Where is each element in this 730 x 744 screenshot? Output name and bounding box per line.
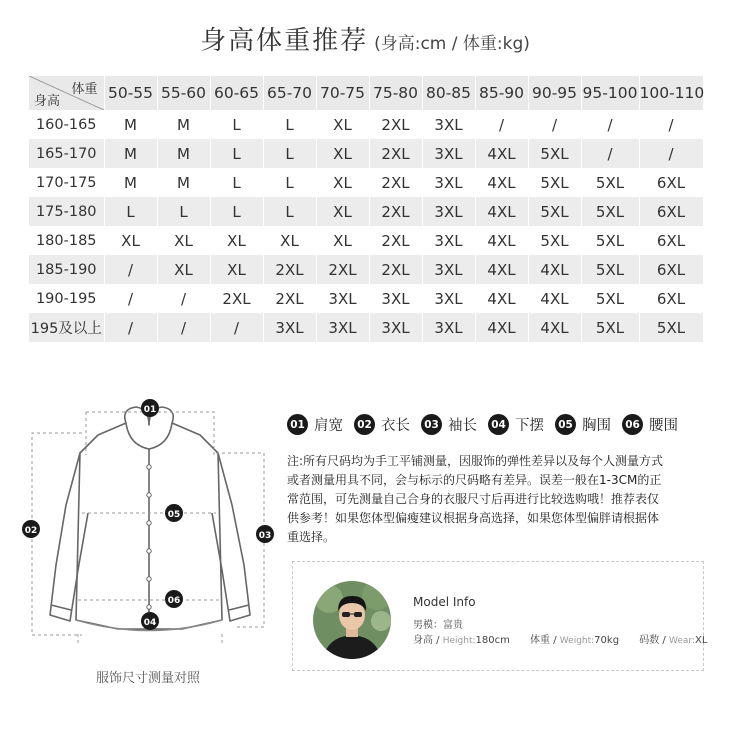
legend-num-05: 05	[555, 414, 576, 435]
size-cell: XL	[316, 197, 369, 226]
size-cell: 5XL	[528, 197, 581, 226]
model-weight-value: 70kg	[594, 635, 620, 646]
table-header-row	[29, 76, 703, 110]
shirt-diagram	[18, 395, 280, 645]
size-cell: L	[263, 139, 316, 168]
marker-03	[256, 525, 274, 543]
size-cell: 6XL	[639, 284, 703, 313]
size-cell: M	[104, 139, 157, 168]
shirt-outline	[50, 407, 250, 631]
size-cell: 2XL	[369, 139, 422, 168]
size-cell: XL	[157, 226, 210, 255]
size-cell: 3XL	[316, 284, 369, 313]
corner-height-label: 身高	[34, 94, 61, 109]
size-cell: 5XL	[528, 168, 581, 197]
model-size-label: 码数 /	[639, 635, 669, 646]
size-cell: XL	[316, 139, 369, 168]
svg-text:06: 06	[167, 596, 181, 606]
size-cell: /	[210, 313, 263, 342]
legend-item-sleeve	[421, 414, 477, 435]
size-cell: /	[157, 313, 210, 342]
size-cell: 4XL	[475, 197, 528, 226]
size-cell: 4XL	[528, 255, 581, 284]
marker-01	[141, 399, 159, 417]
title-main: 身高体重推荐	[200, 26, 369, 56]
table-corner-cell	[29, 76, 104, 110]
marker-06	[165, 590, 183, 608]
note-line: 供参考！如果您体型偏瘦建议根据身高选择，如果您体型偏胖请根据体	[287, 511, 660, 525]
size-cell: 3XL	[422, 110, 475, 139]
note-line: 注:所有尺码均为手工平铺测量，因服饰的弹性差异以及每个人测量方式	[287, 454, 664, 468]
table-row	[29, 197, 703, 226]
size-cell: 4XL	[475, 226, 528, 255]
model-size-value: XL	[694, 635, 708, 646]
marker-04	[141, 612, 159, 630]
legend-label-waist: 腰围	[649, 418, 678, 434]
height-row-header: 160-165	[29, 110, 104, 139]
weight-column-header: 60-65	[210, 76, 263, 110]
size-chart-table	[29, 76, 704, 342]
size-cell: 2XL	[369, 168, 422, 197]
size-cell: /	[104, 284, 157, 313]
legend-num-03: 03	[421, 414, 442, 435]
garment-measure-diagram	[18, 395, 280, 645]
size-cell: /	[581, 110, 639, 139]
legend-label-hem: 下摆	[515, 418, 544, 434]
size-cell: 2XL	[369, 197, 422, 226]
model-size-en: Wear:	[668, 636, 695, 646]
size-cell: 5XL	[528, 139, 581, 168]
legend-label-length: 衣长	[381, 418, 410, 434]
weight-column-header: 100-110	[639, 76, 703, 110]
svg-text:02: 02	[24, 526, 38, 536]
model-avatar-illustration	[313, 581, 391, 659]
size-cell: L	[210, 197, 263, 226]
measurement-note	[287, 452, 703, 547]
marker-02	[22, 520, 40, 538]
height-row-header: 195及以上	[29, 313, 104, 342]
model-name-label: 男模：	[413, 620, 443, 631]
model-name	[413, 616, 463, 631]
size-cell: L	[263, 110, 316, 139]
table-row	[29, 139, 703, 168]
height-row-header: 190-195	[29, 284, 104, 313]
note-line: 重选择。	[287, 530, 336, 544]
size-cell: 2XL	[369, 226, 422, 255]
size-cell: 6XL	[639, 255, 703, 284]
legend-item-waist	[622, 414, 678, 435]
legend-label-sleeve: 袖长	[448, 418, 477, 434]
size-cell: 5XL	[639, 313, 703, 342]
size-cell: 3XL	[369, 313, 422, 342]
size-cell: 2XL	[263, 284, 316, 313]
weight-column-header: 50-55	[104, 76, 157, 110]
height-row-header: 180-185	[29, 226, 104, 255]
size-cell: 4XL	[475, 313, 528, 342]
size-cell: M	[157, 168, 210, 197]
model-height-en: Height:	[442, 636, 476, 646]
model-avatar	[313, 581, 391, 659]
size-cell: 3XL	[422, 168, 475, 197]
legend-item-shoulder	[287, 414, 343, 435]
size-cell: 2XL	[316, 255, 369, 284]
legend-item-length	[354, 414, 410, 435]
size-cell: /	[639, 139, 703, 168]
size-cell: 4XL	[475, 284, 528, 313]
size-cell: L	[263, 197, 316, 226]
size-cell: M	[157, 110, 210, 139]
size-cell: 6XL	[639, 168, 703, 197]
size-cell: /	[475, 110, 528, 139]
size-cell: 4XL	[528, 313, 581, 342]
legend-item-chest	[555, 414, 611, 435]
table-row	[29, 313, 703, 342]
size-cell: XL	[210, 226, 263, 255]
model-height-value: 180cm	[475, 635, 510, 646]
height-row-header: 175-180	[29, 197, 104, 226]
size-cell: 3XL	[316, 313, 369, 342]
model-height-label: 身高 /	[413, 635, 443, 646]
size-cell: 2XL	[369, 110, 422, 139]
size-cell: XL	[263, 226, 316, 255]
note-line: 或者测量用具不同，会与标示的尺码略有差异。误差一般在1-3CM的正	[287, 473, 662, 487]
size-cell: M	[157, 139, 210, 168]
model-stats	[413, 631, 707, 646]
weight-column-header: 80-85	[422, 76, 475, 110]
size-cell: 3XL	[422, 284, 475, 313]
legend-label-chest: 胸围	[582, 418, 611, 434]
legend-label-shoulder: 肩宽	[314, 418, 343, 434]
size-cell: 5XL	[581, 226, 639, 255]
size-cell: 3XL	[422, 255, 475, 284]
size-cell: 2XL	[369, 255, 422, 284]
size-cell: L	[210, 168, 263, 197]
size-cell: XL	[316, 226, 369, 255]
corner-weight-label: 体重	[71, 82, 98, 97]
weight-column-header: 65-70	[263, 76, 316, 110]
size-cell: /	[104, 255, 157, 284]
legend-num-06: 06	[622, 414, 643, 435]
svg-text:04: 04	[143, 618, 157, 628]
measure-legend	[287, 414, 689, 435]
size-cell: L	[263, 168, 316, 197]
size-cell: XL	[157, 255, 210, 284]
size-cell: L	[210, 139, 263, 168]
size-cell: 5XL	[581, 168, 639, 197]
size-cell: L	[157, 197, 210, 226]
size-cell: /	[104, 313, 157, 342]
size-cell: 3XL	[422, 313, 475, 342]
model-info-title: Model Info	[413, 595, 476, 609]
model-weight-en: Weight:	[559, 636, 595, 646]
size-cell: /	[528, 110, 581, 139]
marker-05	[165, 504, 183, 522]
size-cell: XL	[104, 226, 157, 255]
weight-column-header: 75-80	[369, 76, 422, 110]
size-cell: L	[210, 110, 263, 139]
svg-text:01: 01	[143, 405, 157, 415]
size-cell: 4XL	[475, 168, 528, 197]
size-cell: XL	[316, 168, 369, 197]
weight-column-header: 70-75	[316, 76, 369, 110]
table-row	[29, 110, 703, 139]
size-cell: XL	[316, 110, 369, 139]
table-row	[29, 284, 703, 313]
size-cell: 6XL	[639, 226, 703, 255]
svg-text:03: 03	[258, 531, 272, 541]
height-row-header: 165-170	[29, 139, 104, 168]
size-cell: 3XL	[422, 197, 475, 226]
title-units: (身高:cm / 体重:kg)	[374, 34, 530, 54]
legend-item-hem	[488, 414, 544, 435]
size-cell: 2XL	[210, 284, 263, 313]
model-info-card	[292, 561, 708, 671]
size-cell: 5XL	[581, 255, 639, 284]
size-cell: 5XL	[581, 284, 639, 313]
size-cell: M	[104, 168, 157, 197]
diagram-caption: 服饰尺寸测量对照	[95, 671, 200, 686]
legend-num-01: 01	[287, 414, 308, 435]
size-cell: 3XL	[422, 139, 475, 168]
measure-markers	[22, 399, 274, 630]
table-row	[29, 168, 703, 197]
legend-num-04: 04	[488, 414, 509, 435]
size-cell: 5XL	[581, 197, 639, 226]
size-cell: 4XL	[528, 284, 581, 313]
page-title	[0, 20, 730, 57]
height-row-header: 185-190	[29, 255, 104, 284]
size-cell: 4XL	[475, 139, 528, 168]
weight-column-header: 55-60	[157, 76, 210, 110]
model-weight-label: 体重 /	[530, 635, 560, 646]
model-name-value: 富贵	[443, 620, 463, 631]
legend-num-02: 02	[354, 414, 375, 435]
size-cell: 2XL	[263, 255, 316, 284]
size-cell: L	[104, 197, 157, 226]
size-cell: /	[639, 110, 703, 139]
size-cell: 5XL	[528, 226, 581, 255]
size-cell: /	[157, 284, 210, 313]
height-row-header: 170-175	[29, 168, 104, 197]
note-line: 常范围，可先测量自己合身的衣服尺寸后再进行比较选购哦！推荐表仅	[287, 492, 660, 506]
size-cell: /	[581, 139, 639, 168]
weight-column-header: 95-100	[581, 76, 639, 110]
size-cell: M	[104, 110, 157, 139]
size-cell: 6XL	[639, 197, 703, 226]
size-cell: 5XL	[581, 313, 639, 342]
weight-column-header: 85-90	[475, 76, 528, 110]
table-row	[29, 226, 703, 255]
size-cell: 3XL	[369, 284, 422, 313]
size-cell: 3XL	[263, 313, 316, 342]
size-cell: 4XL	[475, 255, 528, 284]
size-cell: XL	[210, 255, 263, 284]
svg-text:05: 05	[167, 510, 181, 520]
weight-column-header: 90-95	[528, 76, 581, 110]
table-row	[29, 255, 703, 284]
size-cell: 3XL	[422, 226, 475, 255]
